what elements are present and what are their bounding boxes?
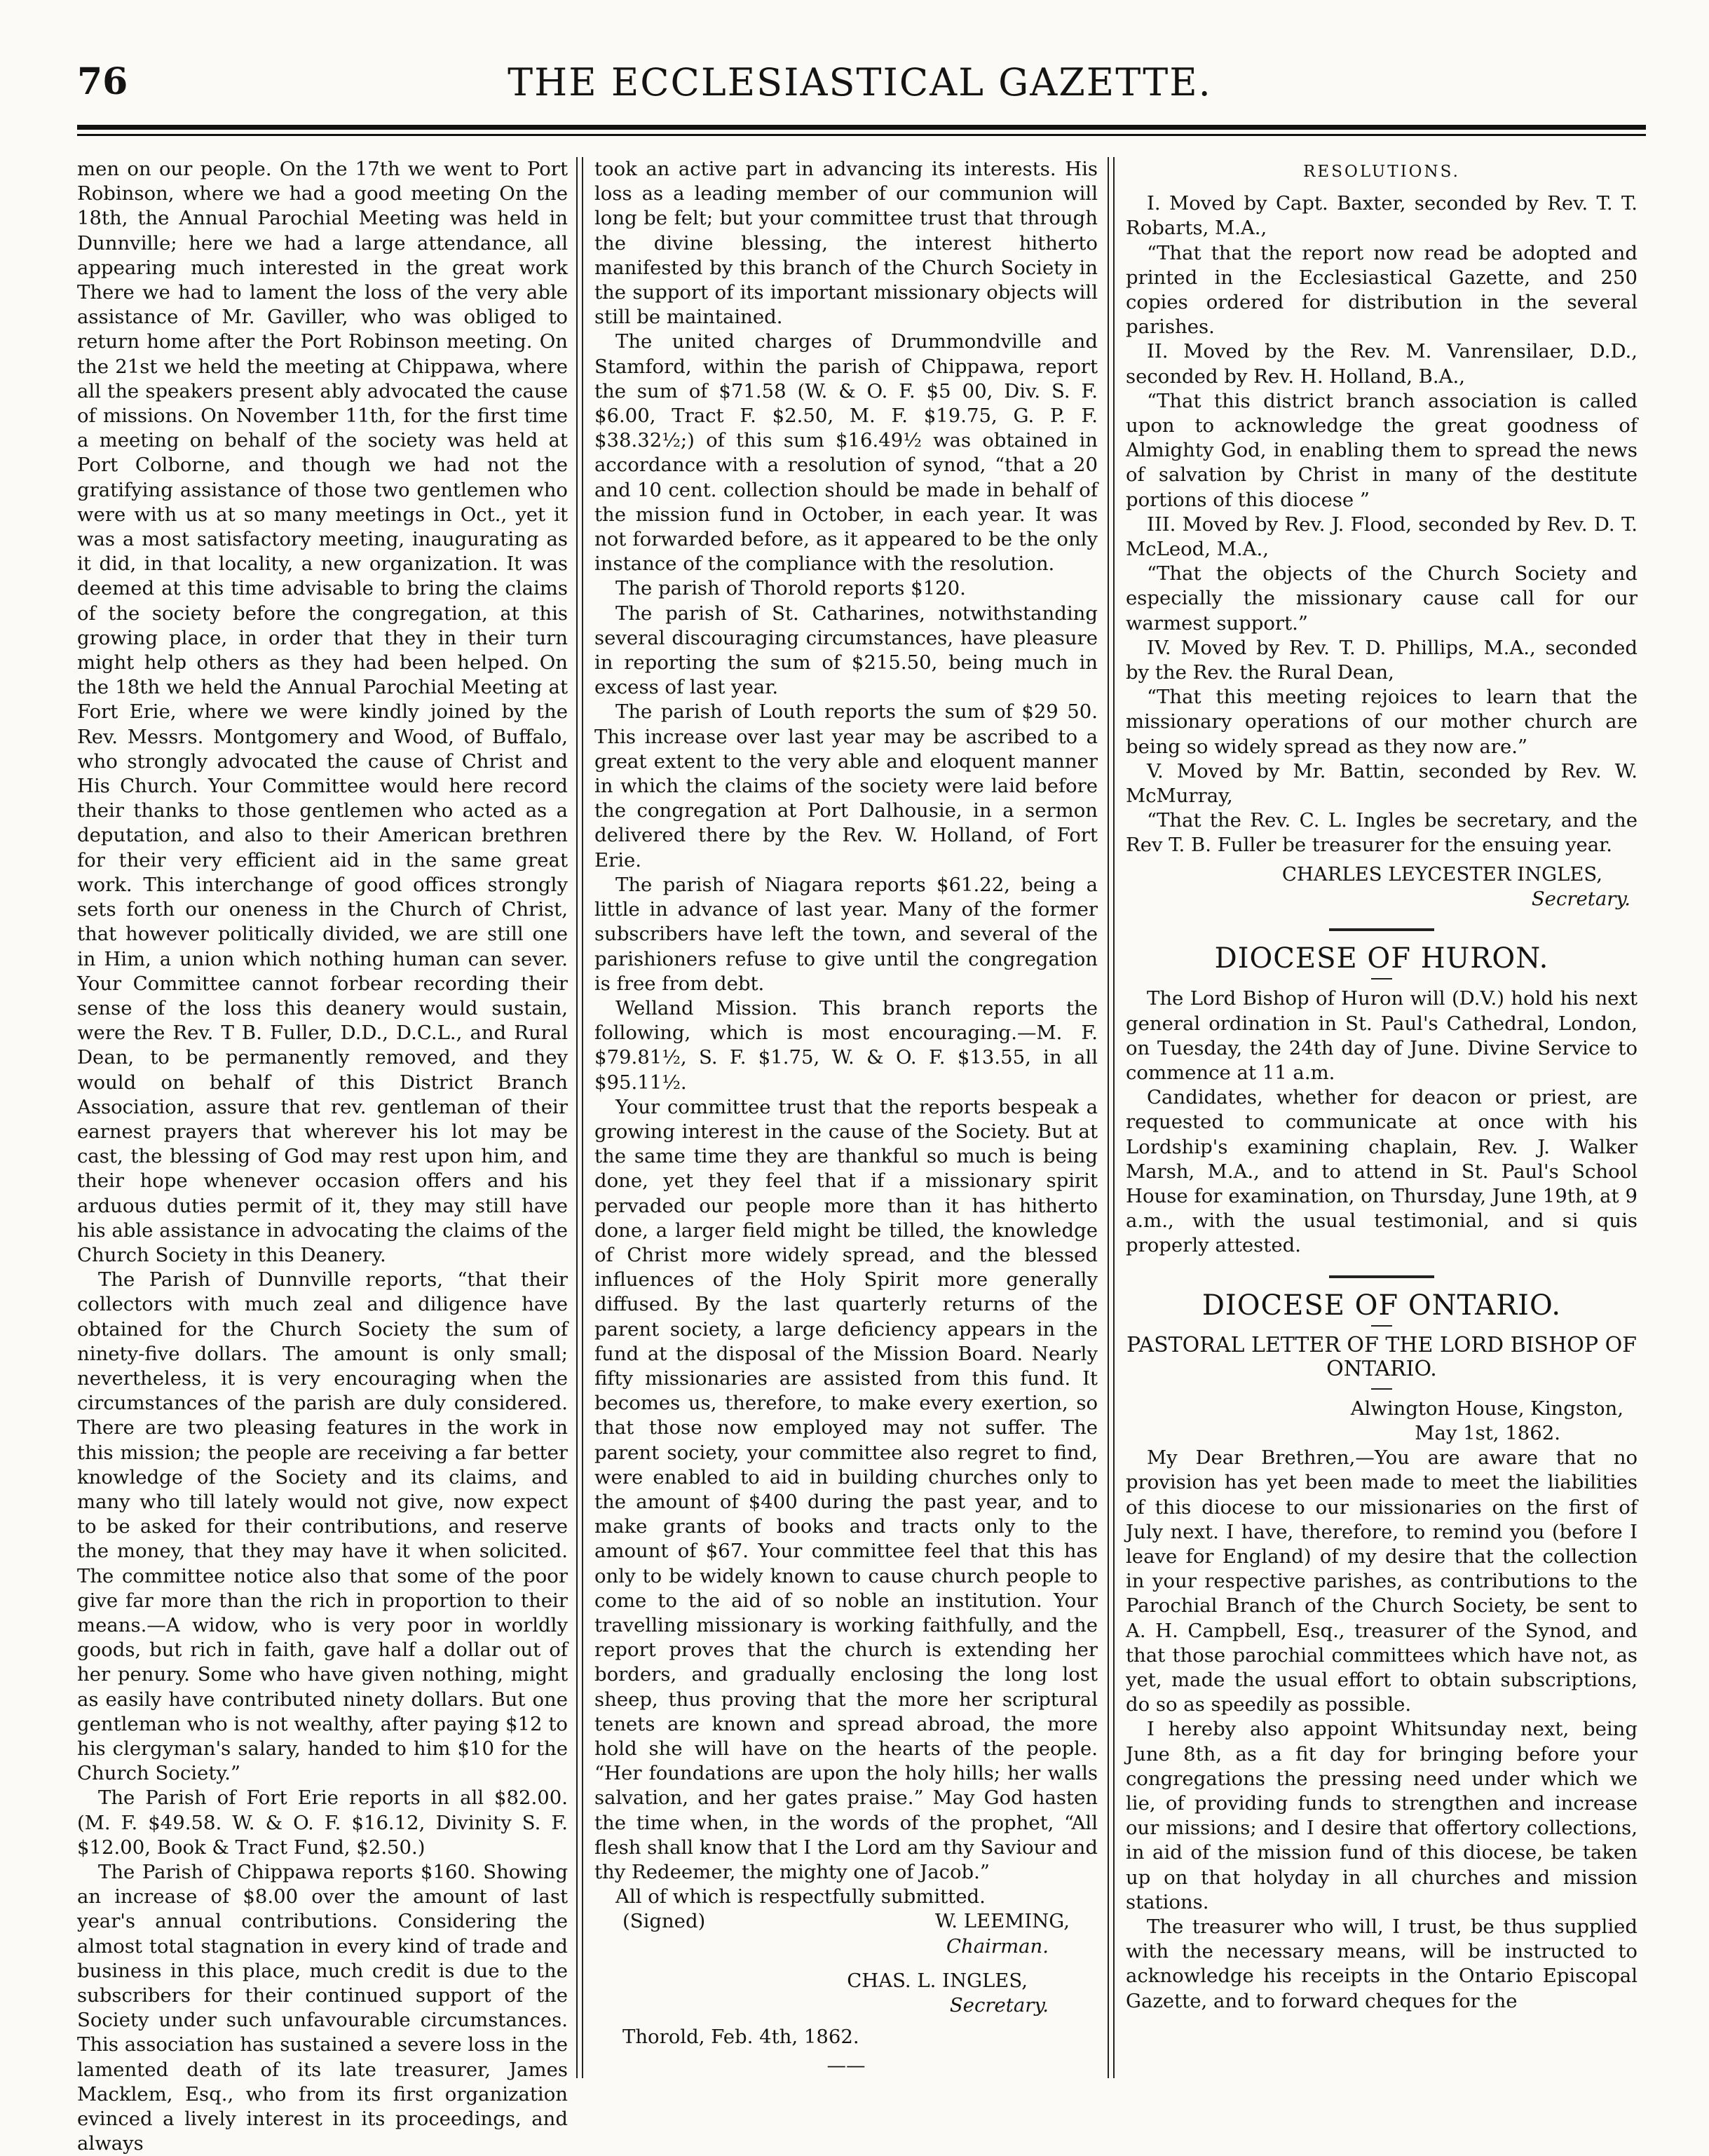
pastoral-letter-heading: PASTORAL LETTER OF THE LORD BISHOP OF ONTARIO. [1126, 1332, 1637, 1381]
ontario-paragraph: The treasurer who will, I trust, be thus supplied with the necessary means, will be instructed to acknowledge his receipts in the Ontario Episcopal Gazette, and to forward cheques for the [1126, 1916, 1637, 2012]
secretary-signature-name: CHARLES LEYCESTER INGLES, [1281, 862, 1602, 886]
col1-paragraph: The Parish of Dunnville reports, “that their collectors with much zeal and diligence have obtained for the Church Society the sum of ninety-five dollars. The amount is only small; nevertheless, it is very encouraging when the circumstances of the parish are duly considered. There are two pleasing features in the work in this mission; the people are receiving a far better knowledge of the Society and its claims, and many who till lately would not give, now expect to be asked for their contributions, and reserve the money, that they may have it when solicited. The committee notice also that some of the poor give far more than the rich in proportion to their means.—A widow, who is very poor in worldly goods, but rich in faith, gave half a dollar out of her penury. Some who have given nothing, might as easily have contributed ninety dollars. But one gentleman who is not wealthy, after paying $12 to his clergyman's salary, handed to him $10 for the Church Society.” [77, 1268, 568, 1785]
col1-paragraph: The Parish of Fort Erie reports in all $82.00. (M. F. $49.58. W. & O. F. $16.12, Divinity S. F. $12.00, Book & Tract Fund, $2.50.) [77, 1787, 568, 1859]
resolution-motion: III. Moved by Rev. J. Flood, seconded by Rev. D. T. McLeod, M.A., [1126, 513, 1637, 561]
col2-paragraph: All of which is respectfully submitted. [615, 1885, 986, 1908]
short-rule [1371, 1388, 1392, 1390]
column-2 [594, 157, 1098, 2078]
short-rule [1371, 978, 1392, 979]
col2-paragraph: The parish of Niagara reports $61.22, being a little in advance of last year. Many of the former subscribers have left the town, and several of the parishioners refuse to give until the congregation is free from debt. [594, 873, 1098, 995]
resolution-motion: II. Moved by the Rev. M. Vanrensilaer, D.D., seconded by Rev. H. Holland, B.A., [1126, 340, 1637, 388]
column-1 [77, 157, 568, 2155]
section-divider [1329, 928, 1434, 931]
resolution-text: “That this meeting rejoices to learn that the missionary operations of our mother church are being so widely spread as they now are.” [1126, 686, 1637, 758]
resolution-text: “That the objects of the Church Society and especially the missionary cause call for our warmest support.” [1126, 562, 1637, 635]
col2-paragraph: Welland Mission. This branch reports the following, which is most encouraging.—M. F. $79.81½, S. F. $1.75, W. & O. F. $13.55, in all $95.11½. [594, 996, 1098, 1094]
letter-date: May 1st, 1862. [1415, 1421, 1560, 1444]
signer-secretary-role: Secretary. [949, 1994, 1049, 2017]
signature-row [594, 1909, 1098, 1934]
masthead-title: THE ECCLESIASTICAL GAZETTE. [508, 60, 1212, 104]
secretary-signature-role: Secretary. [1531, 887, 1630, 910]
col2-paragraph: took an active part in advancing its interests. His loss as a leading member of our communion will long be felt; but your committee trust that through the divine blessing, the interest hitherto manifested by this branch of the Church Society in the support of its important missionary objects will still be maintained. [594, 158, 1098, 329]
resolution-motion: I. Moved by Capt. Baxter, seconded by Rev. T. T. Robarts, M.A., [1126, 192, 1637, 240]
column-separator-2 [1108, 157, 1115, 2078]
column-separator-1 [576, 157, 583, 2078]
report-dateline: Thorold, Feb. 4th, 1862. [622, 2026, 859, 2049]
resolution-text: “That this district branch association is called upon to acknowledge the great goodness of Almighty God, in enabling them to spread the news of salvation by Christ in many of the destitute portions of this diocese ” [1126, 389, 1637, 511]
resolution-motion: V. Moved by Mr. Battin, seconded by Rev. W. McMurray, [1126, 759, 1637, 808]
resolution-text: “That that the report now read be adopted and printed in the Ecclesiastical Gazette, and 250 copies ordered for distribution in the several parishes. [1126, 241, 1637, 339]
page-header [77, 60, 1642, 111]
signer-chairman-role: Chairman. [946, 1934, 1049, 1958]
end-mark: —— [826, 2054, 866, 2077]
resolutions-heading: RESOLUTIONS. [1303, 163, 1460, 181]
col1-paragraph: men on our people. On the 17th we went to Port Robinson, where we had a good meeting On the 18th, the Annual Parochial Meeting was held in Dunnville; here we had a large attendance, all appearing much interested in the great work There we had to lament the loss of the very able assistance of Mr. Gaviller, who was obliged to return home after the Port Robinson meeting. On the 21st we held the meeting at Chippawa, where all the speakers present ably advocated the cause of missions. On November 11th, for the first time a meeting on behalf of the society was held at Port Colborne, and though we had not the gratifying assistance of those two gentlemen who were with us at so many meetings in Oct., yet it was a most satisfactory meeting, inaugurating as it did, in that locality, a new organization. It was deemed at this time advisable to bring the claims of the society before the congregation, at this growing place, in order that they in their turn might help others as they had been helped. On the 18th we held the Annual Parochial Meeting at Fort Erie, where we were kindly joined by the Rev. Messrs. Montgomery and Wood, of Buffalo, who strongly advocated the cause of Christ and His Church. Your Committee would here record their thanks to those gentlemen who acted as a deputation, and also to their American brethren for their very efficient aid in the same great work. This interchange of good offices strongly sets forth our oneness in the Church of Christ, that however politically divided, we are still one in Him, a union which nothing human can sever. Your Committee cannot forbear recording their sense of the loss this deanery would sustain, were the Rev. T B. Fuller, D.D., D.C.L., and Rural Dean, to be permanently removed, and they would on behalf of this District Branch Association, assure that rev. gentleman of their earnest prayers that wherever his lot may be cast, the blessing of God may rest upon him, and their hope whenever occasion offers and his arduous duties permit of it, they may still have his able assistance in advocating the claims of the Church Society in this Deanery. [77, 158, 568, 1266]
col1-paragraph: The Parish of Chippawa reports $160. Showing an increase of $8.00 over the amount of last year's annual contributions. Considering the almost total stagnation in every kind of trade and business in this place, much credit is due to the subscribers for their continued support of the Society under such unfavourable circumstances. This association has sustained a severe loss in the lamented death of its late treasurer, James Macklem, Esq., who from its first organization evinced a lively interest in its proceedings, and always [77, 1861, 568, 2155]
ontario-heading: DIOCESE OF ONTARIO. [1201, 1289, 1562, 1322]
huron-heading: DIOCESE OF HURON. [1214, 942, 1549, 975]
section-divider [1329, 1275, 1434, 1278]
header-rule-thin [77, 134, 1646, 136]
letter-address: Alwington House, Kingston, [1350, 1397, 1623, 1420]
ontario-paragraph: My Dear Brethren,—You are aware that no provision has yet been made to meet the liabilities of this diocese to our missionaries on the first of July next. I have, therefore, to remind you (before I leave for England) of my desire that the collection in your respective parishes, as contributions to the Parochial Branch of the Church Society, be sent to A. H. Campbell, Esq., treasurer of the Synod, and that those parochial committees which have not, as yet, made the usual effort to obtain subscriptions, do so as speedily as possible. [1126, 1446, 1637, 1716]
resolution-motion: IV. Moved by Rev. T. D. Phillips, M.A., seconded by the Rev. the Rural Dean, [1126, 636, 1637, 684]
signer-chairman-name: W. LEEMING, [934, 1910, 1070, 1933]
huron-paragraph: Candidates, whether for deacon or priest, are requested to communicate at once with his Lordship's examining chaplain, Rev. J. Walker Marsh, M.A., and to attend in St. Paul's School House for examination, on Thursday, June 19th, at 9 a.m., with the usual testimonial, and si quis properly attested. [1126, 1086, 1637, 1257]
ontario-paragraph: I hereby also appoint Whitsunday next, being June 8th, as a fit day for bringing before your congregations the pressing need under which we lie, of providing funds to strengthen and increase our missions; and I desire that offertory collections, in aid of the mission fund of this diocese, be taken up on that holyday in all churches and mission stations. [1126, 1718, 1637, 1913]
col2-paragraph: The parish of Louth reports the sum of $29 50. This increase over last year may be ascribed to a great extent to the very able and eloquent manner in which the claims of the society were laid before the congregation at Port Dalhousie, in a sermon delivered there by the Rev. W. Holland, of Fort Erie. [594, 700, 1098, 872]
page-number: 76 [77, 60, 128, 103]
col2-paragraph: The united charges of Drummondville and Stamford, within the parish of Chippawa, report the sum of $71.58 (W. & O. F. $5 00, Div. S. F. $6.00, Tract F. $2.50, M. F. $19.75, G. P. F. $38.32½;) of this sum $16.49½ was obtained in accordance with a resolution of synod, “that a 20 and 10 cent. collection should be made in behalf of the mission fund in October, in each year. It was not forwarded before, as it appeared to be the only instance of the compliance with the resolution. [594, 330, 1098, 576]
col2-paragraph: The parish of Thorold reports $120. [615, 577, 966, 600]
col2-paragraph: The parish of St. Catharines, notwithstanding several discouraging circumstances, have pleasure in reporting the sum of $215.50, being much in excess of last year. [594, 602, 1098, 699]
header-rule-thick [77, 125, 1646, 130]
huron-paragraph: The Lord Bishop of Huron will (D.V.) hold his next general ordination in St. Paul's Cathedral, London, on Tuesday, the 24th day of June. Divine Service to commence at 11 a.m. [1126, 987, 1637, 1084]
resolution-text: “That the Rev. C. L. Ingles be secretary, and the Rev T. B. Fuller be treasurer for the ensuing year. [1126, 809, 1637, 857]
column-3 [1126, 157, 1637, 2078]
col2-paragraph: Your committee trust that the reports bespeak a growing interest in the cause of the Society. But at the same time they are thankful so much is being done, yet they feel that if a missionary spirit pervaded our people more than it has hitherto done, a larger field might be tilled, the knowledge of Christ more widely spread, and the blessed influences of the Holy Spirit more generally diffused. By the last quarterly returns of the parent society, a large deficiency appears in the fund at the disposal of the Mission Board. Nearly fifty missionaries are assisted from this fund. It becomes us, therefore, to make every exertion, so that those now employed may not suffer. The parent society, your committee also regret to find, were enabled to aid in building churches only to the amount of $400 during the past year, and to make grants of books and tracts only to the amount of $67. Your committee feel that this has only to be widely known to cause church people to come to the aid of so noble an institution. Your travelling missionary is working faithfully, and the report proves that the church is extending her borders, and gradually enclosing the long lost sheep, thus proving that the more her scriptural tenets are known and spread abroad, the more hold she will have on the hearts of the people. “Her foundations are upon the holy hills; her walls salvation, and her gates praise.” May God hasten the time when, in the words of the prophet, “All flesh shall know that I the Lord am thy Saviour and thy Redeemer, the mighty one of Jacob.” [594, 1095, 1098, 1884]
signed-label: (Signed) [622, 1910, 706, 1933]
signer-secretary-name: CHAS. L. INGLES, [847, 1969, 1028, 1992]
short-rule [1371, 1325, 1392, 1327]
